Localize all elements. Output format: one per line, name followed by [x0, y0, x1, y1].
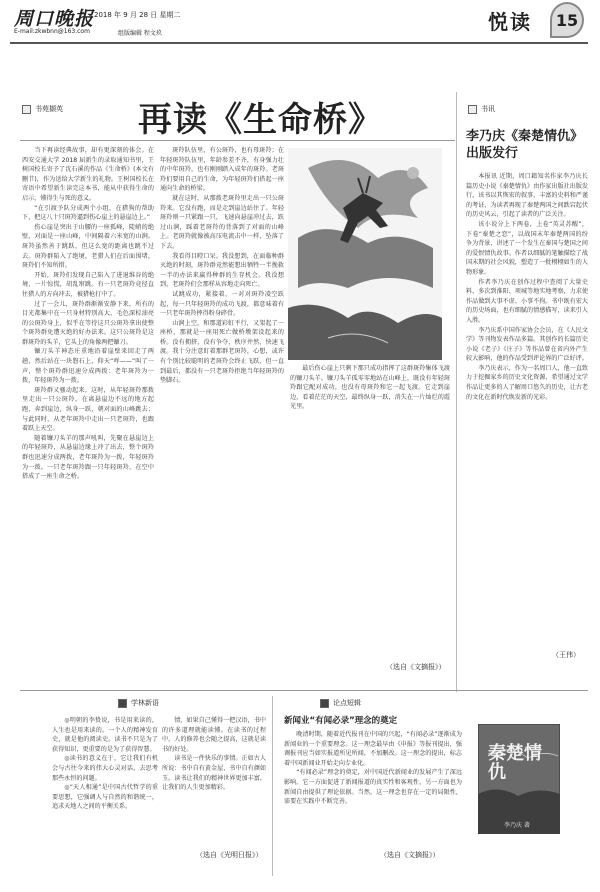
- square-icon: [118, 699, 127, 708]
- paragraph: 斑羚群又骚动起来。这时，从年轻斑羚那拨里走出一只公斑羚，在离悬崖边不远的地方起跑，奔到崖边，纵身一跃，朝对面的山峰跳去；与此同时，从老年斑羚中走出一只老斑羚，也跟着跃上天空。: [22, 386, 154, 433]
- bottom-left-source: （选自《光明日报》）: [196, 851, 263, 859]
- paragraph: 情，如果自己懂得一把汉语，书中的许多道理就能读懂。在读书的过程中，人的修养也会随之提高，这就是读书的好处。: [162, 717, 266, 753]
- main-article-col3: [290, 364, 450, 664]
- right-article-signature: （王伟）: [552, 651, 580, 659]
- paragraph: 镰刀头羊神态庄重地沿着崖壁来回走了两趟，然后站在一块磐石上，仰天“咩——”叫了一声，整个斑羚群迅速分成两拨：老年斑羚为一拨，年轻斑羚为一拨。: [22, 348, 154, 385]
- bottom-left-col2: [162, 716, 266, 846]
- paragraph: 山涧上空，和那道彩虹平行，又架起了一座桥，那就是一座用死亡做桥墩架设起来的桥。没有拥挤，没有争夺，秩序井然，快速飞渡。我十分注意盯着那群老斑羚，心想，或许有个别比较聪明的老斑羚会终止飞跃，但一直到最后，都没有一只老斑羚拒绝当年轻斑羚的垫脚石。: [160, 319, 284, 385]
- main-headline: 再读《生命桥》: [138, 100, 383, 140]
- book-author: 李乃庆 著: [504, 822, 530, 829]
- paragraph: 李乃庆系中国作家协会会员，在《人民文学》等刊物发表作品多篇。其创作的长篇历史小说《老子》《庄子》等作品曾在省内外产生较大影响，他的作品受到评论界的广泛好评。: [466, 326, 588, 363]
- paragraph: 本报讯 近期，周口籍知名作家李乃庆长篇历史小说《秦楚情仇》由作家出版社出版发行，该书以其恢宏的叙事、丰富的史料和严谨的考证，为读者再现了秦楚两国之间跌宕起伏的历史风云，引起了读者的广泛关注。: [466, 173, 588, 219]
- main-column-tag: 书苑撷英: [22, 104, 63, 114]
- paragraph: ◎“天人相通”是中国古代哲学的重要思想，它强调人与自然的和谐统一，追求天地人之间的平衡关系。: [52, 784, 158, 811]
- newspaper-logo: 周口晚报: [14, 8, 95, 30]
- right-column-tag: 书讯: [468, 104, 495, 114]
- paragraph: 当下再读经典故事，却有更深刻的体会。在西安交通大学 2018 届新生的录取通知书里，王树国校长寄予了沈石溪的作品《生命桥》(本文有删节)，作为送给大学新生的礼物。王树国校长在寄语中希望新生读完这本书，能从中获得生命的启示，懂得生与死的意义。: [22, 147, 154, 202]
- leaping-antelope-illustration: [288, 148, 442, 360]
- paragraph: 晚清时期，随着近代报刊在中国的兴起，“有闻必录”逐渐成为新闻业的一个重要理念。这一理念最早由《申报》等报刊提出，强调报刊应当如实报道所见所闻，不加删改。这一理念的提出，标志着中国新闻业开始走向专业化。: [284, 731, 462, 767]
- square-icon: [468, 105, 477, 114]
- main-article-source: （选自《文摘报》）: [386, 663, 446, 671]
- paragraph: 该小说分上下两卷，上卷“英灵苏醒”，下卷“秦楚之恋”，以战国末年秦楚两国的纷争为背景，讲述了一个发生在秦国与楚国之间的爱恨情仇故事。作者以细腻的笔触描绘了战国末期的社会风貌，塑造了一批栩栩如生的人物形象。: [466, 220, 588, 276]
- bottom-right-tag: 论点短辑: [320, 698, 361, 708]
- column-divider: [272, 696, 273, 876]
- contact-email: E-mail:zkwbnn@163.com: [14, 28, 90, 35]
- paragraph: “在引渡予队分成两个小组，在猎狗的帮助下，把这八十只斑羚逼到伤心崖上的悬崖边上。”: [22, 204, 154, 222]
- square-icon: [320, 699, 329, 708]
- right-article-body: [466, 172, 588, 646]
- bottom-left-col1: [52, 716, 158, 866]
- bottom-right-headline: 新闻业“有闻必录”理念的奠定: [284, 716, 398, 726]
- issue-date: 2018 年 9 月 28 日 星期二: [94, 11, 181, 19]
- book-title: 秦楚情仇: [488, 743, 542, 783]
- section-separator: [20, 690, 588, 691]
- right-headline: 李乃庆《秦楚情仇》 出版发行: [466, 129, 584, 161]
- paragraph: 作者李乃庆在创作过程中查阅了大量史料，多次到淮阳、项城等地实地考察，力求使作品做到大事不虚、小事不拘。书中既有宏大的历史场面，也有细腻的情感描写，读来引人入胜。: [466, 278, 588, 324]
- headline-underline: [20, 140, 455, 141]
- paragraph: 开始，斑羚们发现自己陷入了进退维谷的绝境，一片惊慌，胡乱窜跳。有一只老斑羚竟径直往猎人的方向冲去，被猎枪打中了。: [22, 271, 154, 298]
- paragraph: 李乃庆表示，作为一名周口人，他一直致力于挖掘家乡的历史文化资源，希望通过文学作品让更多的人了解周口悠久的历史，让古老的文化在新时代焕发新的光彩。: [466, 364, 588, 401]
- paragraph: 我看得目瞪口呆。我没想到，在面临种群灭绝的时刻，斑羚群竟然能想出牺牲一半挽救一半的办法来赢得种群的生存机会。我没想到，老斑羚们会那样从容地走向死亡。: [160, 252, 284, 289]
- paragraph: “有闻必录”理念的奠定，对中国近代新闻业的发展产生了深远影响。它一方面促进了新闻报道的真实性和客观性，另一方面也为新闻自由提供了理论依据。当然，这一理念也存在一定的局限性，需要在实践中不断完善。: [284, 769, 462, 806]
- paragraph: 斑羚队伍里，有公斑羚，也有母斑羚；在年轻斑羚队伍里，年龄参差不齐，有身强力壮的中年斑羚，也有刚刚踏入成年的斑羚。老斑羚们要用自己的生命，为年轻斑羚们搭起一座通向生命的桥梁。: [160, 147, 284, 193]
- paragraph: 过了一会儿，斑羚群渐渐安静下来，所有的目光都集中在一只身材特别高大、毛色深棕油亮的公斑羚身上，似乎在等待这只公斑羚拿出使整个斑羚群免遭灭绝的好办法来。这只公斑羚是这群斑羚的头羊，它头上的角像两把镰刀。: [22, 300, 154, 346]
- paragraph: ◎读书的意义在于，它让我们有机会与古往今来的伟大心灵对话，去思考那些永恒的问题。: [52, 755, 158, 782]
- section-title: 悦读: [488, 10, 532, 34]
- main-article-col2: [160, 146, 284, 684]
- column-divider: [456, 92, 457, 692]
- paragraph: 随着镰刀头羊的那声吼叫，先聚在悬崖边上的年轻斑羚，从悬崖边缘上冲了出去，整个斑羚群也迅速分成两拨，老年斑羚为一拨，年轻斑羚为一拨。一只老年斑羚跟一只年轻斑羚，在空中搭成了一座生命之桥。: [22, 434, 154, 481]
- main-article-col1: [22, 146, 154, 684]
- paragraph: 最后伤心崖上只剩下那只成功指挥了这群斑羚集体飞渡的镰刀头羊。镰刀头羊孤零零地站在山峰上，既没有年轻斑羚跟它配对成功，也没有母斑羚和它一起飞渡。它走到崖边，看着茫茫的天空，最终纵身一跃，消失在一片灿烂的霞光里。: [290, 365, 450, 411]
- editor-credit: 组版编辑 程文玖: [118, 30, 162, 37]
- paragraph: 读书是一件快乐的事情。正如古人所说：书中自有黄金屋，书中自有颜如玉。读书让我们的精神世界更加丰富，让我们的人生更加精彩。: [162, 755, 266, 792]
- bottom-left-tag: 学林新语: [118, 698, 159, 708]
- paragraph: 试跳成功，紧接着，一对对斑羚凌空跃起，每一只年轻斑羚的成功飞渡，都意味着有一只老年斑羚摔得粉身碎骨。: [160, 290, 284, 318]
- paragraph: 就在这时，从那拨老斑羚里走出一只公斑羚来。它没有跑，而是走到崖边站住了。年轻斑羚则一只紧跟一只，飞速向悬崖冲过去，跃过山涧，踩着老斑羚的背落到了对面的山峰上。老斑羚就像被高压电流击中一样，坠落了下去。: [160, 194, 284, 250]
- paragraph: ◎明朝的李贽说，书是用来读的，人生也是用来读的。一个人的精神发育史，就是他的阅读史。读书不只是为了获得知识，更重要的是为了获得智慧。: [52, 717, 158, 753]
- bottom-right-source: （选自《文摘报》）: [380, 851, 440, 859]
- square-icon: [22, 105, 31, 114]
- book-cover-image: [478, 724, 560, 834]
- paragraph: 伤心崖是突出于山腰的一座孤峰，陡峭的绝壁，对面是一座山峰，中间隔着六米宽的山涧。斑羚虽然善于跳跃，但这么宽的距离也跳不过去。斑羚群陷入了绝境，老猎人们在后面围堵，斑羚们不知所措。: [22, 223, 154, 270]
- illustration-svg: [288, 148, 442, 360]
- masthead-rule: [10, 42, 588, 44]
- page-number-badge: 15: [550, 2, 584, 38]
- bottom-right-body: [284, 730, 462, 844]
